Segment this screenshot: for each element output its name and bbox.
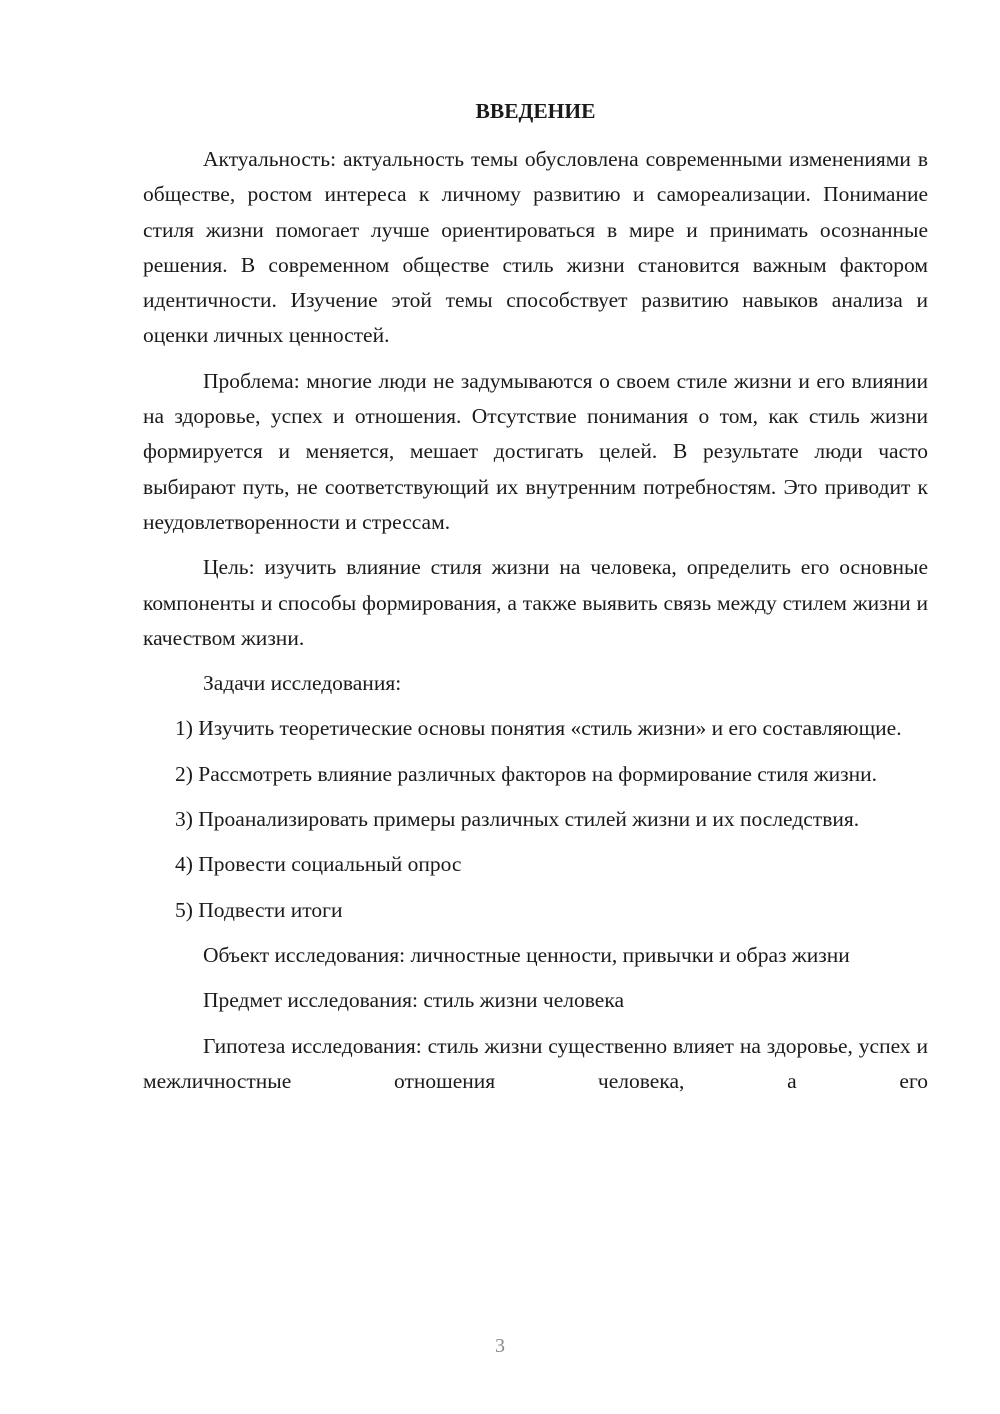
task-item: 2) Рассмотреть влияние различных факторов на формирование стиля жизни. xyxy=(175,761,877,786)
relevance-paragraph: Актуальность: актуальность темы обусловлена современными изменениями в обществе, ростом интереса к личному развитию и самореализации. Понимание стиля жизни помогает лучше ориентироваться в мире и принимать осознанные решения. В современном обществе стиль жизни становится важным фактором идентичности. Изучение этой темы способствует развитию навыков анализа и оценки личных ценностей. xyxy=(143,147,928,348)
document-page xyxy=(143,96,928,1099)
problem-paragraph: Проблема: многие люди не задумываются о своем стиле жизни и его влиянии на здоровье, успех и отношения. Отсутствие понимания о том, как стиль жизни формируется и меняется, мешает достигать целей. В результате люди часто выбирают путь, не соответствующий их внутренним потребностям. Это приводит к неудовлетворенности и стрессам. xyxy=(143,368,928,534)
task-item: 1) Изучить теоретические основы понятия «стиль жизни» и его составляющие. xyxy=(175,716,902,741)
object-paragraph: Объект исследования: личностные ценности, привычки и образ жизни xyxy=(203,942,850,967)
page-number: 3 xyxy=(495,1335,505,1357)
task-item: 5) Подвести итоги xyxy=(175,897,343,922)
subject-paragraph: Предмет исследования: стиль жизни человека xyxy=(203,988,624,1013)
hypothesis-paragraph: Гипотеза исследования: стиль жизни существенно влияет на здоровье, успех и межличностные отношения человека, а его xyxy=(143,1033,928,1093)
task-item: 4) Провести социальный опрос xyxy=(175,852,462,877)
tasks-title: Задачи исследования: xyxy=(203,671,402,696)
task-item: 3) Проанализировать примеры различных стилей жизни и их последствия. xyxy=(175,807,860,832)
goal-paragraph: Цель: изучить влияние стиля жизни на человека, определить его основные компоненты и способы формирования, а также выявить связь между стилем жизни и качеством жизни. xyxy=(143,555,928,650)
page-title: ВВЕДЕНИЕ xyxy=(475,99,596,123)
